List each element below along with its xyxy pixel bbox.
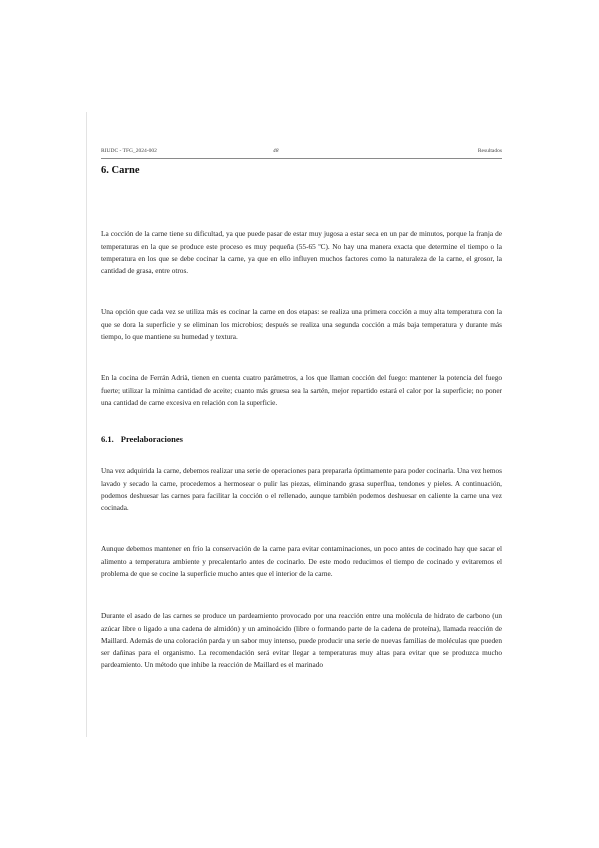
paragraph-1: La cocción de la carne tiene su dificultad, ya que puede pasar de estar muy jugosa a estar seca en un par de minutos, porque la franja de temperaturas en la que se produce este proceso es muy pequeña (55-65 ºC). No hay una manera exacta que determine el tiempo o la temperatura en los que se debe cocinar la carne, ya que en ello influyen muchos factores como la naturaleza de la carne, el grosor, la cantidad de grasa, entre otros. [101, 229, 502, 276]
paragraph-5: Aunque debemos mantener en frío la conservación de la carne para evitar contaminaciones, un poco antes de cocinado hay que sacar el alimento a temperatura ambiente y precalentarlo antes de cocinarlo. De este modo reducimos el tiempo de cocinado y evitaremos el problema de que se cocine la superficie mucho antes que el interior de la carne. [101, 544, 502, 578]
section-title: 6. Carne [101, 165, 140, 176]
page-number: 48 [273, 148, 279, 154]
subsection-number: 6.1. [101, 434, 114, 444]
paragraph-4: Una vez adquirida la carne, debemos realizar una serie de operaciones para prepararla óptimamente para poder cocinarla. Una vez hemos lavado y secado la carne, procedemos a hermosear o pulir las piezas, eliminando grasa superflua, tendones y pieles. A continuación, podemos deshuesar las carnes para facilitar la cocción o el rellenado, aunque también podemos deshuesar en caliente la carne una vez cocinada. [101, 466, 502, 513]
subsection-title [101, 434, 183, 444]
paragraph-6: Durante el asado de las carnes se produce un pardeamiento provocado por una reacción entre una molécula de hidrato de carbono (un azúcar libre o ligado a una cadena de almidón) y un aminoácido (libre o formando parte de la cadena de proteína), llamada reacción de Maillard. Además de una coloración parda y un sabor muy intenso, puede producir una serie de nuevas familias de moléculas que pueden ser dañinas para el organismo. La recomendación será evitar llegar a temperaturas muy altas para evitar que se produzca mucho pardeamiento. Un método que inhibe la reacción de Maillard es el marinado [101, 611, 502, 670]
subsection-label: Preelaboraciones [120, 434, 183, 444]
running-header [101, 146, 502, 159]
paragraph-3: En la cocina de Ferrán Adrià, tienen en cuenta cuatro parámetros, a los que llaman cocción del fuego: mantener la potencia del fuego fuerte; utilizar la mínima cantidad de aceite; cuanto más gruesa sea la sartén, mejor repartido estará el calor por la superficie; no poner una cantidad de carne excesiva en relación con la superficie. [101, 373, 502, 407]
header-left: RIUDC - TFG_2024-002 [101, 148, 157, 154]
margin-rule [86, 112, 87, 737]
paragraph-2: Una opción que cada vez se utiliza más es cocinar la carne en dos etapas: se realiza una primera cocción a muy alta temperatura con la que se dora la superficie y se eliminan los microbios; después se realiza una segunda cocción a más baja temperatura y durante más tiempo, lo que mantiene su humedad y textura. [101, 307, 502, 341]
header-right: Resultados [477, 148, 502, 154]
